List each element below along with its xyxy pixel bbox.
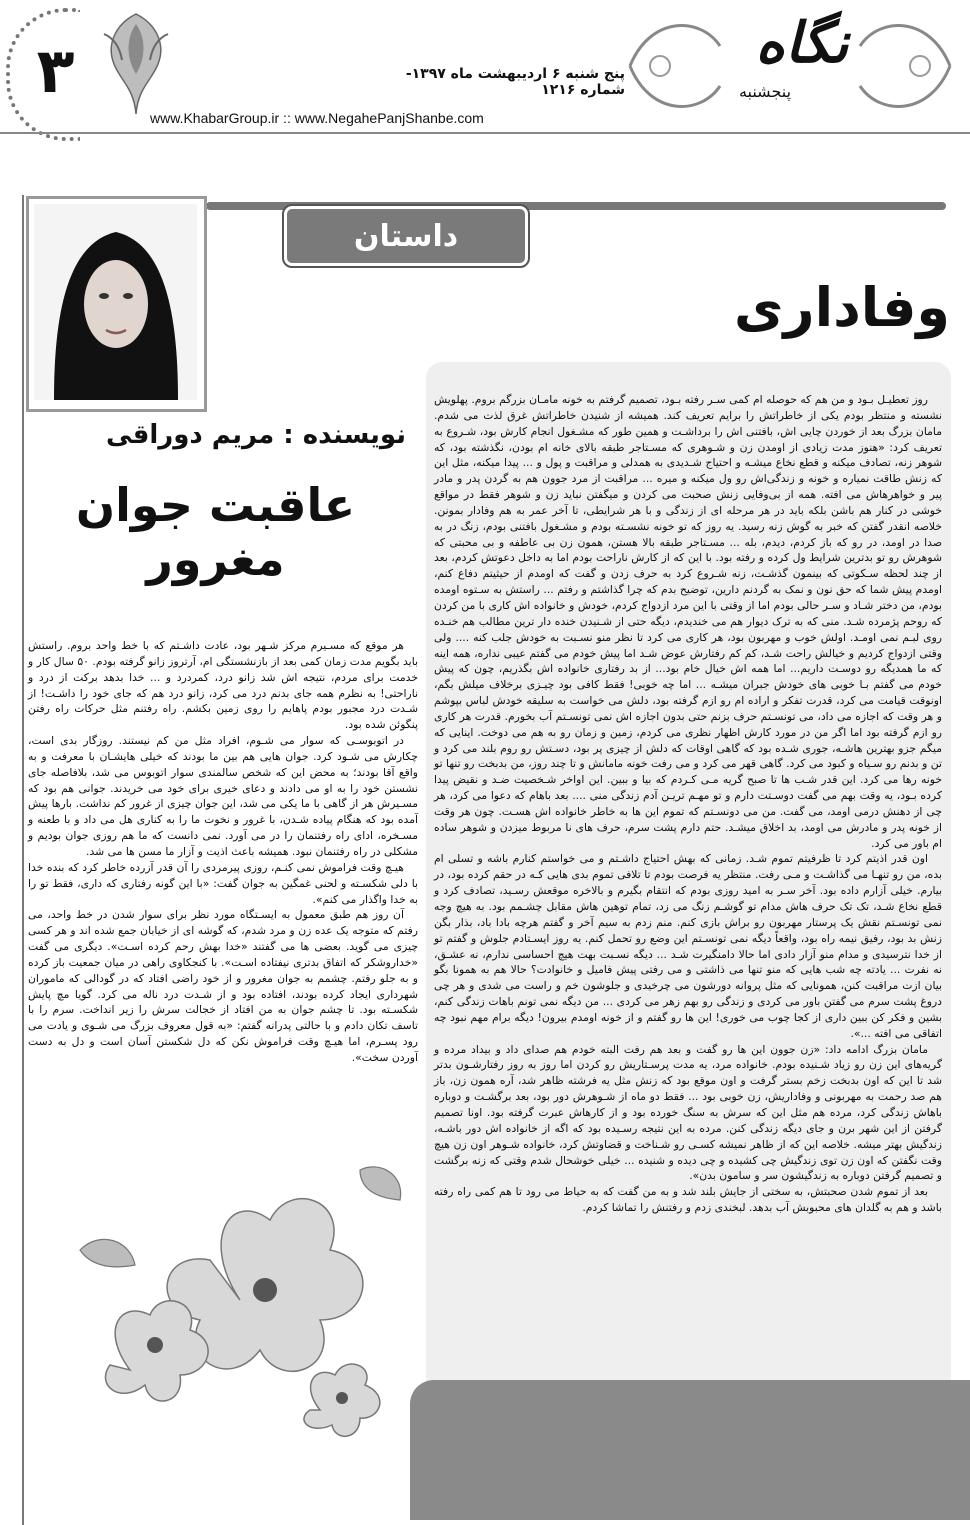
story1-paragraph: روز تعطیـل بـود و من هم که حوصله ام کمی سـر رفته بـود، تصمیم گرفتم به خونه مامـان بزرگم بروم. پهلویش نشسته و منتظر بودم یکی از خاطراتش را برایم تعریف کند. همیشه از شنیدن خاطراتش غرق لذت می شدم. مامان بزرگ بعد از خوردن چایی اش، بافتنی اش را برداشـت و همین طور که مشـغول انجام کارش بود، شـروع به تعریف کرد: «هنوز مدت زیادی از اومدن زن و شـوهری که مسـتاجر طبقه بالای خانه ام بودن، نگذشته بود، که شوهر زنه، تصادف میکنه و قطع نخاع میشـه و احتیاج شـدیدی به همدلی و مراقبت و پول و ... پیدا میکنه، مثل این که زنش طاقت نمیاره و خونه و زندگی‌اش رو ول میکنه و میره ... مراقبت از مرد جوون هم به گردن پدر و مادر پیر و خواهرهاش می افته. همه از بی‌وفایی زنش صحبت می کردن و میگفتن نباید زن و شوهر فقط در مواقع خوشی در کنار هم باشن بلکه باید در هر مرحله ای از زندگی و با هر شرایطی، تا آخر عمر به هم وفادار بمونن. خلاصه انقدر گفتن که خبر به گوش زنه رسید. یه روز که تو خونه نشسـته بودم و مشـغول بافتنی بودم، زنگ در به صدا در اومد، در رو که باز کردم، دیدم، بله ... مسـتاجر طبقه بالا هستن، همون زن بی عاطفه و بی محبتی که شوهرش رو تو بدترین شرایط ول کرده و رفته بود. با این که از کارش ناراحت بودم اما به داخل دعوتش کردم، بعد از چند لحظه سـکوتی که بینمون گذشـت، زنه شـروع کرد به حرف زدن و گفت که اومدم از حیثیتم دفاع کنم، اومدم پیش شما که حق نون و نمک به گردنم دارین، توضیح بدم که چرا گذاشتم و رفتم ... راستش به سـتوه اومده بودم، من دختر شـاد و سـر حالی بودم اما از وقتی با این مرد ازدواج کردم، خودش و خانواده اش کاری با من کردن که روحم پژمرده شـد. منی که به ترک دیوار هم می خندیدم، دیگه حتی از شـنیدن خنده دار ترین مطالب هم خنـده روی لبـم نمی اومـد. اولش خوب و مهربون بود، هر کاری می کرد تا نظر منو نسـبت به خودش جلب کنه .... ولی وقتی ازدواج کردیم و خیالش راحت شـد، کم کم رفتارش عوض شـد اما پیش خودم می گفتم عیبی نداره، همه اینه که ما همدیگه رو دوسـت داریم... اما همه اش خیال خام بود... از بد رفتاری خانواده اش بگذریم، چون که پیش خودم می گفتم بـا خوبی های خودش جبران میشـه ... اما چه خوبی! فقط کافی بود چیـزی برخلاف میلش بگم، اونوقت قیامت می کرد، قدرت تفکر و اراده ام رو ازم گرفته بود، دلش می خواست به سلیقه خودش لباس بپوشم و هر وقت که اجازه می داد، می تونسـتم حرف بزنم حتی بدون اجازه اش نمی تونسـتم آب بخورم. قدرت هر کاری رو ازم گرفته بود اما اگر من در مورد کارش اظهار نظری می کردم، زمین و زمان رو به هم می دوخت. اینایی که میگم جزو بهترین هاشـه، جوری شـده بود که گاهی اوقات که دلش از چیزی پر بود، دسـتش رو روم بلند می کرد و تن و بدنم رو سـیاه و کبود می کرد. گاهی قهر می کرد و می رفت خونه مامانش و تا چند روز، من بدبخت رو تنها تو خونه رها می کرد. این قدر شـب ها تا صبح گریه مـی کـردم که بیا و ببین. این اواخر شـخصیت ضـد و نقیض پیدا کرده بـود، یه وقت بهم می گفت دوسـتت دارم و تو مهـم تریـن آدم زندگی منی .... بعد باهام که دعوا می کرد، هر چی از دهنش درمی اومد، می گفت. من می دونسـتم که تموم این ها به خاطر خانواده اش هسـت. چون هر وقت از خونه پدر و مادرش می اومد، بد اخلاق میشـد. حتم دارم پشت سرم، حرف های نا مربوط میزدن و شوهر ساده ام باور می کرد. bbox=[434, 393, 942, 850]
issue-line: پنج شنبه ۶ اردیبهشت ماه ۱۳۹۷- شماره ۱۲۱۶ bbox=[405, 66, 625, 98]
story2-paragraph: آن روز هم طبق معمول به ایسـتگاه مورد نظر برای سوار شدن در خط واحد، می رفتم که متوجه یک عده زن و مرد شدم، که گوشه ای از خیابان جمع شده اند و هر کسی چیزی می گوید. بعضی ها می گفتند «خدا بهش رحم کرده اسـت». دیگری می گفت «خداروشکر که اتفاق بدتری نیفتاده اسـت». با کنجکاوی راهی در میان جمعیت باز کرده و به جلو رفتم. چشمم به جوان مغرور و از خود راضی افتاد که در گودالی که ماموران شهرداری ایجاد کرده بودند، افتاده بود و از شـدت درد ناله می کرد. گویا مچ پایش شکسـته بود. تا چشم جوان به من افتاد از خجالت سرش را زیر انداخت. سرم را با تاسف تکان دادم و با حالتی پدرانه گفتم: «به قول معروف بزرگ می شـوی و یادت می رود پسـرم، اما هیـچ وقت فراموش نکن که دل شکستن آسان است و دل به دست آوردن سخت». bbox=[28, 908, 418, 1064]
section-label: داستان bbox=[284, 206, 528, 266]
story2-title: عاقبت جوان مغرور bbox=[75, 478, 356, 586]
header-divider bbox=[0, 132, 970, 134]
website-urls: www.KhabarGroup.ir :: www.NegahePanjShanbe.com bbox=[150, 110, 484, 126]
phoenix-ornament bbox=[96, 4, 176, 120]
story2-body bbox=[28, 638, 418, 1066]
page-number: ۳ bbox=[36, 33, 75, 107]
panel-footer-shape bbox=[410, 1380, 970, 1520]
story2-paragraph: هر موقع که مسـیرم مرکز شـهر بود، عادت داشـتم که با خط واحد بروم. راستش باید بگویم مدت زمان کمی بعد از بازنشستگی ام، آرتروز زانو گرفته بودم. ۵۰ سال کار و خدمت برای مردم، نتیجه اش شد زانو درد، کمردرد و ... خدا بدهد برکت از درد و ناراحتی! به نظرم همه جای بدنم درد می کرد، زانو درد هم که جای خود را داشـت! از شـدت درد مجبور بودم پاهایم را روی زمین بکشم. راه رفتنم مثل حرکات راه رفتن پنگوئن شده بود. bbox=[28, 639, 418, 732]
masthead-logo: نگاه bbox=[755, 10, 849, 76]
story1-paragraph: مامان بزرگ ادامه داد: «زن جوون این ها رو گفت و بعد هم رفت البته خودم هم صدای داد و بیداد مرده و گریه‌های این زن رو زیاد شـنیده بودم. خانواده مرد، یه مدت پرسـتاریش رو کردن اما روز به روز رفتارشـون بدتر شد تا این که اون بدبخت زخم بستر گرفت و اون موقع بود که زنش مثل یه فرشته ظاهر شد، آره همون زن، باز هم صد رحمت به مهربونی و وفاداریش، زن خوبی بود ... فقط دو ماه از شـوهرش دور بود، بعد برگشـت و دوباره باهاش زندگی کرد، مرده هم مثل این که سرش به سنگ خورده بود و از کارهاش عبرت گرفته بود. اونا تصمیم گرفتن از این شهر برن و جای دیگه زندگی کنن. مرده به این نتیجه رسـیده بود که اگه از خانواده اش دور باشـه، زندگیش بهتر میشه. خلاصه این که از ظاهر نمیشه کسـی رو شـناخت و قضاوتش کرد، خانواده شـوهر اون زن هیچ وقت نگفتن که اون زن توی زندگیش چی کشیده و چی دیده و شنیده ... خیلی خوشحال شدم وقتی که زنه برگشت و تصمیم گرفتن دوباره به زندگیشون سر و سامون بدن». bbox=[434, 1042, 942, 1183]
story1-body bbox=[434, 392, 942, 1216]
story1-paragraph: بعد از تموم شدن صحبتش، به سختی از جایش بلند شد و به من گفت که به حیاط می رود تا هم کمی راه رفته باشد و هم به گلدان های محبوبش آب بدهد. لبخندی زدم و رفتنش را تماشا کردم. bbox=[434, 1185, 942, 1215]
masthead-subtitle: پنجشنبه bbox=[738, 82, 792, 101]
author-photo bbox=[34, 204, 197, 400]
story2-paragraph: در اتوبوسـی که سوار می شـوم، افراد مثل من کم نیستند. روزگار بدی است، چکارش می شـود کرد. جوان هایی هم بین ما بودند که خیلی هایشـان با معرفت و به واقع آقا بودند؛ به محض این که شخص سالمندی سوار اتوبوس می شد، بلافاصله جای نشستن خود را به او می دادند و دعای خیری برای خود می خریدند. جوانی هم بود که مسـیرش هر از گاهی با ما یکی می شد، این جوان چیزی از غرور کم نداشت. بارها پیش آمده بود که هنگام پیاده شـدن، با غرور و نخوت ما را به کناری هل می داد و با طعنه و مسـخره، ادای راه رفتنمان را در می آورد. نمی دانست که ما هم روزی جوان بودیم و مشکلی در راه رفتنمان نبود. همیشه باعث اذیت و آزار ما مسن ها می شد. bbox=[28, 734, 418, 858]
author-name: نویسنده : مریم دوراقی bbox=[106, 420, 406, 450]
story1-title: وفاداری bbox=[734, 276, 950, 339]
left-column-rule bbox=[22, 195, 24, 1525]
story2-paragraph: هیـچ وقت فراموش نمی کنـم، روزی پیرمردی را آن قدر آزرده خاطر کرد که بنده خدا با دلی شکسـته و لحنی غمگین به جوان گفت: «با این گونه رفتاری که داری، فقط تو را به خدا واگذار می کنم». bbox=[28, 860, 418, 906]
hibiscus-illustration bbox=[60, 1130, 420, 1470]
story1-paragraph: اون قدر اذیتم کرد تا ظرفیتم تموم شـد. زمانی که بهش احتیاج داشـتم و می خواستم کنارم باشه و تسلی ام بده، من رو تنهـا می گذاشـت و مـی رفت. منتظر یه فرصت بودم تا تلافی تموم بدی هایی کـه در حقم کرده بود، در بیارم. خیلی آزارم داده بود. آخر سـر به امید روزی بودم که انتقام بگیرم و بالاخره موقعش رسـید، تصادف کرد و قطع نخاع شـد، تک تک حرف هاش مدام تو گوشـم زنگ می زد، تمام توهین هاش مقابل چشـمم بود. به هیچ وجه نمی تونسـتم نقش یک پرستار مهربون رو براش بازی کنم. منم زدم به سیم آخر و گفتم هرچه بادا باد، بذار بگن زنش بد بود، رفیق نیمه راه بود، واقعاً دیگه نمی تونسـتم این وضع رو تحمل کنم. یه روز ایسـتادم جلوش و گفتم تو از خدا نترسیدی و مدام منو آزار دادی اما حالا دامنگیرت شـد ... دیگه نسـبت بهت هیچ احساسی ندارم، نه عشـق، نه نفرت ... یادته چه شب هایی که منو تنها می ذاشتی و می رفتی پیش فامیل و خانوادت؟ حالا هم به همونا بگو بیان ازت مراقبت کنن، همونایی که مثل پروانه دورشون می چرخیدی و جلوشون خم و راست می شدی و هر چی دروغ پشت سرم می گفتن باور می کردی و زندگی رو بهم زهر می کردی ... من دیگه نمی تونم باهات زندگی کنم، بشین و فکر کن ببین داری از کجا چوب می خوری! این ها رو گفتم و از خونه اومدم بیرون! دیگه برام مهم نبود چه اتفاقی می افته ...». bbox=[434, 852, 942, 1040]
